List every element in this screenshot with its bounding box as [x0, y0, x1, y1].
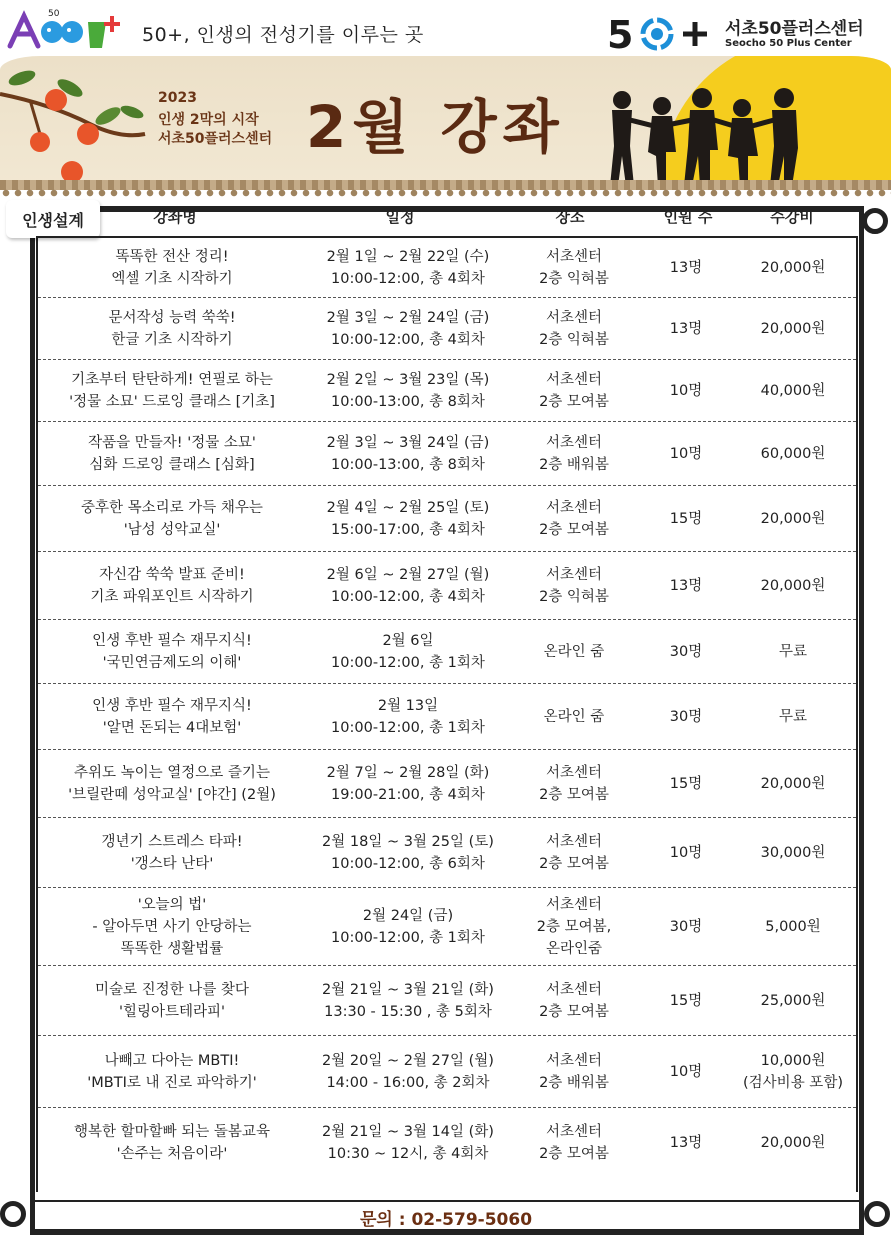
course-capacity-line: 30명 [669, 918, 703, 935]
contact-info: 문의 : 02-579-5060 [359, 1209, 533, 1230]
course-fee-line: 20,000원 [760, 577, 826, 594]
course-schedule-line: 10:00-12:00, 총 1회차 [331, 929, 485, 946]
course-title-line: '알면 돈되는 4대보험' [102, 719, 242, 736]
course-schedule-line: 2월 3일 ~ 3월 24일 (금) [326, 434, 490, 451]
course-place [514, 818, 634, 887]
course-capacity [638, 750, 734, 817]
course-fee [738, 818, 848, 887]
course-fee [738, 298, 848, 359]
course-title [38, 1036, 306, 1107]
course-place-line: 2층 모여봄 [539, 1146, 609, 1162]
course-place [514, 1036, 634, 1107]
title-banner [0, 56, 891, 190]
course-title-line: 갱년기 스트레스 타파! [101, 833, 243, 850]
course-place-line: 2층 모여봄, [536, 918, 612, 935]
course-fee [738, 1108, 848, 1178]
table-row [38, 620, 856, 684]
table-row [38, 818, 856, 888]
course-schedule-line: 2월 2일 ~ 3월 23일 (목) [326, 371, 490, 388]
course-capacity [638, 818, 734, 887]
course-place-line: 서초센터 [545, 833, 603, 850]
header-place: 장소 [555, 208, 585, 226]
course-place [514, 238, 634, 297]
course-fee-line: (검사비용 포함) [743, 1074, 843, 1091]
header-title: 강좌명 [153, 208, 197, 226]
course-fee-line: 무료 [778, 708, 807, 725]
course-capacity [638, 238, 734, 297]
course-capacity-line: 15명 [669, 510, 703, 527]
course-place-line: 서초센터 [545, 499, 603, 516]
course-schedule [308, 818, 508, 887]
course-place-line: 2층 배워봄 [539, 1074, 609, 1091]
table-row [38, 1036, 856, 1108]
course-place-line: 2층 모여봄 [539, 786, 609, 803]
course-place [514, 684, 634, 749]
course-fee [738, 486, 848, 551]
course-title-line: 문서작성 능력 쑥쑥! [108, 309, 236, 326]
course-title-line: '남성 성악교실' [123, 521, 221, 538]
course-title [38, 818, 306, 887]
course-schedule-line: 2월 4일 ~ 2월 25일 (토) [326, 499, 490, 516]
course-place [514, 966, 634, 1035]
course-capacity [638, 684, 734, 749]
course-title-line: '손주는 처음이라' [116, 1146, 228, 1162]
course-title [38, 486, 306, 551]
course-title-line: 똑똑한 전산 정리! [115, 248, 229, 265]
course-schedule [308, 298, 508, 359]
course-schedule [308, 888, 508, 965]
course-fee [738, 684, 848, 749]
course-fee [738, 1036, 848, 1107]
dot-pattern-divider [0, 186, 891, 200]
course-capacity [638, 298, 734, 359]
course-fee-line: 5,000원 [765, 918, 821, 935]
course-place-line: 2층 모여봄 [539, 521, 609, 538]
course-place [514, 360, 634, 421]
course-title-line: 인생 후반 필수 재무지식! [92, 632, 252, 649]
course-fee-line: 무료 [778, 643, 807, 660]
course-schedule-line: 19:00-21:00, 총 4회차 [331, 786, 485, 803]
course-schedule-line: 10:00-12:00, 총 4회차 [331, 331, 485, 348]
course-title-line: 한글 기초 시작하기 [111, 331, 233, 348]
course-schedule-line: 10:30 ~ 12시, 총 4회차 [327, 1146, 489, 1162]
course-title-line: 중후한 목소리로 가득 채우는 [81, 499, 263, 516]
course-capacity [638, 422, 734, 485]
course-schedule-line: 14:00 - 16:00, 총 2회차 [326, 1074, 490, 1091]
course-place-line: 서초센터 [545, 896, 603, 913]
course-schedule [308, 486, 508, 551]
course-schedule-line: 2월 7일 ~ 2월 28일 (화) [326, 764, 490, 781]
course-schedule [308, 422, 508, 485]
course-fee [738, 750, 848, 817]
course-title-line: '브릴란떼 성악교실' [야간] (2월) [68, 786, 276, 803]
course-title-line: '갱스타 난타' [130, 855, 214, 872]
course-schedule-line: 2월 18일 ~ 3월 25일 (토) [322, 833, 494, 850]
course-title-line: '오늘의 법' [137, 896, 207, 913]
table-row [38, 486, 856, 552]
course-fee-line: 30,000원 [760, 844, 826, 861]
course-fee-line: 20,000원 [760, 259, 826, 276]
course-schedule-line: 2월 6일 [382, 632, 434, 649]
course-fee-line: 20,000원 [760, 775, 826, 792]
a50-logo-icon [6, 6, 130, 54]
course-title [38, 298, 306, 359]
table-row [38, 422, 856, 486]
header-capacity: 인원 수 [663, 208, 713, 226]
banner-year: 2023 [158, 90, 197, 106]
course-title-line: '국민연금제도의 이해' [102, 654, 242, 671]
course-place-line: 온라인 줌 [543, 708, 605, 725]
course-title [38, 888, 306, 965]
course-place [514, 620, 634, 683]
course-capacity [638, 552, 734, 619]
course-place-line: 서초센터 [545, 1124, 603, 1140]
course-title-line: 기초 파워포인트 시작하기 [90, 588, 254, 605]
course-capacity-line: 13명 [669, 320, 703, 337]
course-title [38, 238, 306, 297]
svg-text:5: 5 [607, 13, 634, 56]
course-title-line: 심화 드로잉 클래스 [심화] [89, 456, 255, 473]
course-schedule-line: 13:30 - 15:30 , 총 5회차 [324, 1003, 492, 1020]
course-capacity-line: 13명 [669, 577, 703, 594]
course-place-line: 2층 모여봄 [539, 855, 609, 872]
course-schedule [308, 1036, 508, 1107]
course-capacity [638, 486, 734, 551]
course-fee [738, 552, 848, 619]
course-fee-line: 20,000원 [760, 1135, 826, 1151]
course-place [514, 298, 634, 359]
course-place [514, 1108, 634, 1178]
course-capacity [638, 360, 734, 421]
table-row [38, 1108, 856, 1178]
course-capacity-line: 30명 [669, 643, 703, 660]
course-title [38, 966, 306, 1035]
course-fee [738, 966, 848, 1035]
course-capacity-line: 15명 [669, 992, 703, 1009]
banner-subtitle-2: 서초50플러스센터 [158, 131, 273, 147]
course-place [514, 750, 634, 817]
course-fee [738, 888, 848, 965]
course-fee-line: 20,000원 [760, 510, 826, 527]
course-capacity-line: 10명 [669, 844, 703, 861]
scroll-knob-bottom-left-icon [0, 1201, 26, 1227]
frame-right-rail [859, 206, 864, 1234]
course-title-line: - 알아두면 사기 안당하는 [92, 918, 252, 935]
course-schedule-line: 10:00-12:00, 총 1회차 [331, 719, 485, 736]
scroll-knob-top-right-icon [862, 208, 888, 234]
course-schedule-line: 2월 1일 ~ 2월 22일 (수) [326, 248, 490, 265]
course-schedule-line: 2월 3일 ~ 2월 24일 (금) [326, 309, 490, 326]
course-place [514, 422, 634, 485]
course-fee-line: 40,000원 [760, 382, 826, 399]
course-schedule-line: 2월 21일 ~ 3월 14일 (화) [322, 1124, 494, 1140]
course-title [38, 360, 306, 421]
course-capacity [638, 1108, 734, 1178]
course-place-line: 서초센터 [545, 566, 603, 583]
course-place-line: 2층 익혀봄 [539, 588, 609, 605]
svg-text:50: 50 [48, 9, 60, 19]
course-title-line: 똑똑한 생활법률 [120, 940, 224, 957]
course-schedule-line: 15:00-17:00, 총 4회차 [331, 521, 485, 538]
course-place-line: 서초센터 [545, 1052, 603, 1069]
course-title-line: 미술로 진정한 나를 찾다 [95, 981, 249, 998]
course-capacity-line: 30명 [669, 708, 703, 725]
banner-subtitle-1: 인생 2막의 시작 [158, 112, 259, 128]
course-title-line: 행복한 할마할빠 되는 돌봄교육 [74, 1124, 270, 1140]
persimmon-branch-icon [0, 64, 150, 184]
table-row [38, 238, 856, 298]
course-capacity-line: 13명 [669, 1135, 703, 1151]
course-schedule [308, 552, 508, 619]
course-title [38, 750, 306, 817]
course-capacity-line: 10명 [669, 445, 703, 462]
course-schedule-line: 2월 20일 ~ 2월 27일 (월) [322, 1052, 494, 1069]
course-fee-line: 25,000원 [760, 992, 826, 1009]
course-place-line: 서초센터 [545, 764, 603, 781]
table-row [38, 966, 856, 1036]
course-fee [738, 360, 848, 421]
course-title [38, 552, 306, 619]
course-place-line: 서초센터 [545, 248, 603, 265]
course-fee-line: 10,000원 [760, 1052, 826, 1069]
course-fee [738, 422, 848, 485]
course-title-line: 엑셀 기초 시작하기 [111, 270, 233, 287]
page-title: 2월 강좌 [306, 93, 565, 161]
footer-divider [30, 1200, 864, 1202]
course-capacity-line: 10명 [669, 1063, 703, 1080]
course-schedule [308, 360, 508, 421]
course-place [514, 552, 634, 619]
course-fee-line: 60,000원 [760, 445, 826, 462]
course-schedule [308, 1108, 508, 1178]
brand-name: 서초50플러스센터 [725, 19, 864, 39]
course-place-line: 서초센터 [545, 371, 603, 388]
course-place-line: 2층 익혀봄 [539, 331, 609, 348]
course-place-line: 온라인 줌 [543, 643, 605, 660]
course-schedule [308, 684, 508, 749]
table-row [38, 360, 856, 422]
course-title-line: '정물 소묘' 드로잉 클래스 [기초] [69, 393, 275, 410]
scroll-knob-bottom-right-icon [864, 1201, 890, 1227]
course-fee [738, 620, 848, 683]
course-place-line: 2층 익혀봄 [539, 270, 609, 287]
category-tab: 인생설계 [6, 200, 100, 238]
fifty-plus-logo-icon [607, 10, 719, 56]
course-capacity-line: 10명 [669, 382, 703, 399]
course-place-line: 서초센터 [545, 981, 603, 998]
course-title-line: 자신감 쑥쑥 발표 준비! [99, 566, 245, 583]
course-schedule-line: 10:00-13:00, 총 8회차 [331, 393, 485, 410]
course-schedule-line: 2월 6일 ~ 2월 27일 (월) [326, 566, 490, 583]
course-place-line: 온라인줌 [545, 940, 603, 957]
course-schedule-line: 2월 24일 (금) [362, 907, 454, 924]
course-title-line: 나빼고 다아는 MBTI! [104, 1052, 240, 1069]
table-row [38, 552, 856, 620]
course-capacity [638, 966, 734, 1035]
course-schedule-line: 10:00-12:00, 총 4회차 [331, 588, 485, 605]
seocho50-brand-logo [607, 10, 877, 56]
course-capacity-line: 15명 [669, 775, 703, 792]
course-title [38, 422, 306, 485]
course-title [38, 1108, 306, 1178]
slogan: 50+, 인생의 전성기를 이루는 곳 [142, 24, 424, 46]
table-row [38, 888, 856, 966]
course-title-line: 추위도 녹이는 열정으로 즐기는 [74, 764, 270, 781]
course-schedule [308, 966, 508, 1035]
course-title [38, 684, 306, 749]
course-place [514, 888, 634, 965]
course-place-line: 2층 모여봄 [539, 393, 609, 410]
course-title-line: 기초부터 탄탄하게! 연필로 하는 [71, 371, 273, 388]
course-title-line: 작품을 만들자! '정물 소묘' [88, 434, 256, 451]
course-title [38, 620, 306, 683]
course-schedule-line: 2월 21일 ~ 3월 21일 (화) [322, 981, 494, 998]
course-table [38, 238, 856, 1178]
course-schedule-line: 10:00-12:00, 총 1회차 [331, 654, 485, 671]
course-schedule [308, 620, 508, 683]
course-schedule-line: 2월 13일 [377, 697, 439, 714]
course-place-line: 서초센터 [545, 309, 603, 326]
course-capacity-line: 13명 [669, 259, 703, 276]
course-schedule [308, 238, 508, 297]
table-row [38, 684, 856, 750]
course-place-line: 서초센터 [545, 434, 603, 451]
course-capacity [638, 888, 734, 965]
course-schedule [308, 750, 508, 817]
table-row [38, 750, 856, 818]
header-fee: 수강비 [770, 208, 814, 226]
course-capacity [638, 1036, 734, 1107]
course-title-line: 인생 후반 필수 재무지식! [92, 697, 252, 714]
course-schedule-line: 10:00-12:00, 총 4회차 [331, 270, 485, 287]
course-fee [738, 238, 848, 297]
course-fee-line: 20,000원 [760, 320, 826, 337]
course-title-line: 'MBTI로 내 진로 파악하기' [87, 1074, 257, 1091]
course-place [514, 486, 634, 551]
course-schedule-line: 10:00-13:00, 총 8회차 [331, 456, 485, 473]
course-place-line: 2층 배워봄 [539, 456, 609, 473]
brand-name-en: Seocho 50 Plus Center [725, 38, 852, 49]
course-place-line: 2층 모여봄 [539, 1003, 609, 1020]
table-row [38, 298, 856, 360]
frame-left-rail [30, 206, 35, 1234]
header-schedule: 일정 [385, 208, 415, 226]
course-schedule-line: 10:00-12:00, 총 6회차 [331, 855, 485, 872]
children-silhouette-icon [600, 86, 810, 190]
course-capacity [638, 620, 734, 683]
course-title-line: '힐링아트테라피' [118, 1003, 226, 1020]
